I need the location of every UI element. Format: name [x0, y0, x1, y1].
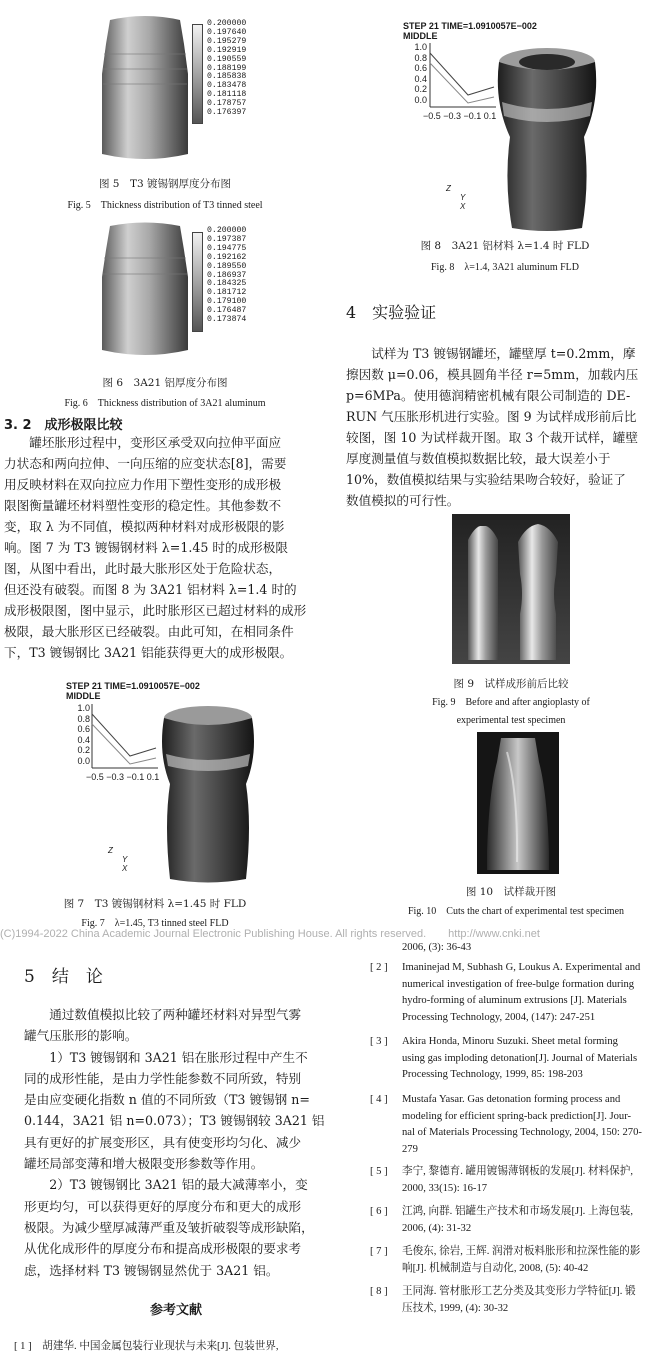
fig5-legend: 0.200000 0.197640 0.195279 0.192919 0.190559 0.188199 0.185838 0.183478 0.181118 0.178757 0.176397 [207, 19, 247, 118]
fig10-photo [477, 732, 559, 874]
fig8-caption-cn: 图 8 3A21 铝材料 λ=1.4 时 FLD [420, 240, 590, 252]
fig6-caption-cn: 图 6 3A21 铝厚度分布图 [102, 377, 228, 389]
fig8-fld-plot [428, 43, 498, 109]
fig9-photo [452, 514, 570, 664]
reference-1: [ 1 ] 胡建华. 中国金属包装行业现状与未来[J]. 包装世界, [14, 1341, 279, 1352]
fig9-caption-en: Fig. 9 Before and after angioplasty of experimental test specimen [432, 697, 590, 726]
fig8-axis-triad: Z Y X [446, 184, 466, 211]
section-4-title: 4 实验验证 [346, 303, 437, 322]
section-3-2-title: 3. 2 成形极限比较 [4, 418, 123, 433]
reference-3: [ 3 ] Akira Honda, Minoru Suzuki. Sheet metal forming using gas imploding detonation[J]. Journal of Materials Processing Technology, 1999, 85: 198-203 [370, 1036, 638, 1080]
fig7-caption-en: Fig. 7 λ=1.45, T3 tinned steel FLD [81, 918, 229, 929]
fig7-axis-triad: Z Y X [108, 846, 128, 873]
reference-6: [ 6 ] 江鸿, 向群. 铝罐生产技术和市场发展[J]. 上海包装, 2006, (4): 31-32 [370, 1206, 633, 1234]
reference-5: [ 5 ] 李宁, 黎德育. 罐用镀锡薄钢板的发展[J]. 材料保护, 2000, 33(15): 16-17 [370, 1166, 633, 1194]
fig5-contour-image [98, 14, 193, 164]
fig8-y-ticks: 1.0 0.8 0.6 0.4 0.2 0.0 [414, 42, 427, 105]
fig10-caption-cn: 图 10 试样裁开图 [465, 886, 557, 898]
fig7-y-ticks: 1.0 0.8 0.6 0.4 0.2 0.0 [77, 703, 90, 766]
fig7-can-image [148, 704, 278, 884]
fig6-caption-en: Fig. 6 Thickness distribution of 3A21 aluminum [64, 398, 266, 409]
fig9-caption-cn: 图 9 试样成形前后比较 [453, 678, 569, 690]
fig8-can-image [490, 42, 605, 232]
fig6-contour-image [98, 222, 193, 360]
section-4-body: 试样为 T3 镀锡钢罐坯，罐壁厚 t=0.2mm，摩 擦因数 μ=0.06，模具圆角半径 r=5mm，加载内压 p=6MPa。使用德润精密机械有限公司制造的 DE- RUN 气压胀形机进行实验。图 9 为试样成形前后比 较图，图 10 为试样裁开图。取 3 个裁开试样，罐壁 厚度测量值与数值模拟数据比较，最大误差小于 10%，数值模拟结果与实验结果吻合较好，验证了 数值模拟的可行性。 [346, 346, 639, 508]
references-heading: 参考文献 [150, 1303, 203, 1318]
section-5-title: 5 结 论 [24, 967, 103, 987]
section-5-body: 通过数值模拟比较了两种罐坯材料对异型气雾 罐气压胀形的影响。 1）T3 镀锡钢和 3A21 铝在胀形过程中产生不 同的成形性能，是由力学性能参数不同所致，特别 是由应变硬化指数 n 值的不同所致（T3 镀锡钢 n= 0.144，3A21 铝 n=0.073）；T3 镀锡钢较 3A21 铝 具有更好的扩展变形区，具有使变形均匀化、减少 罐坯局部变薄和增大极限变形参数等作用。 2）T3 镀锡钢比 3A21 铝的最大减薄率小，变 形更均匀，可以获得更好的厚度分布和更大的成形 极限。为减少壁厚减薄严重及皱折破裂等成形缺陷， 从优化成形件的厚度分布和提高成形极限的要求考 虑，选择材料 T3 镀锡钢显然优于 3A21 铝。 [24, 1007, 325, 1278]
fig5-legend-colorbar [192, 24, 203, 124]
copyright-footer: (C)1994-2022 China Academic Journal Electronic Publishing House. All rights reserved. http://www.cnki.net [0, 928, 540, 940]
fig8-x-ticks: −0.5 −0.3 −0.1 0.1 [423, 111, 497, 121]
fig6-legend: 0.200000 0.197387 0.194775 0.192162 0.189550 0.186937 0.184325 0.181712 0.179100 0.176487 0.173874 [207, 226, 247, 325]
fig7-x-ticks: −0.5 −0.3 −0.1 0.1 [86, 772, 160, 782]
fig5-caption-en: Fig. 5 Thickness distribution of T3 tinned steel [67, 200, 263, 211]
section-3-2-body: 罐坯胀形过程中，变形区承受双向拉伸平面应 力状态和两向拉伸、一向压缩的应变状态[8]，需要 用反映材料在双向拉应力作用下塑性变形的成形极 限图衡量罐坯材料塑性变形的稳定性。其他参数不 变，取 λ 为不同值，模拟两种材料对成形极限的影 响。图 7 为 T3 镀锡钢材料 λ=1.45 时的成形极限 图，从图中看出，此时最大胀形区处于危险状态， 但还没有破裂。而图 8 为 3A21 铝材料 λ=1.4 时的 成形极限图，图中显示，此时胀形区已超过材料的成形 极限，最大胀形区已经破裂。由此可知，在相同条件 下，T3 镀锡钢比 3A21 铝能获得更大的成形极限。 [4, 435, 307, 660]
fig7-caption-cn: 图 7 T3 镀锡钢材料 λ=1.45 时 FLD [63, 898, 247, 910]
reference-2: [ 2 ] Imaninejad M, Subhash G, Loukus A. Experimental and numerical investigation of free-bulge formation during hydro-forming of aluminum extrusions [J]. Materials Processing Technology, 2004, (147): 247-251 [370, 962, 641, 1023]
fig10-caption-en: Fig. 10 Cuts the chart of experimental test specimen [407, 906, 625, 917]
reference-7: [ 7 ] 毛俊东, 徐岩, 王辉. 润滑对板料胀形和拉深性能的影 响[J]. 机械制造与自动化, 2008, (5): 40-42 [370, 1246, 641, 1274]
reference-1-continued: 2006, (3): 36-43 [402, 942, 472, 953]
reference-4: [ 4 ] Mustafa Yasar. Gas detonation forming process and modeling for efficient spring-back prediction[J]. Jour- nal of Materials Processing Technology, 2004, 150: 270- 279 [370, 1094, 642, 1155]
fig6-legend-colorbar [192, 232, 203, 332]
fig7-header: STEP 21 TIME=1.0910057E−002 MIDDLE [66, 681, 200, 701]
reference-8: [ 8 ] 王同海. 管材胀形工艺分类及其变形力学特征[J]. 锻 压技术, 1999, (4): 30-32 [370, 1286, 636, 1314]
fig5-caption-cn: 图 5 T3 镀锡钢厚度分布图 [98, 178, 232, 190]
fig8-caption-en: Fig. 8 λ=1.4, 3A21 aluminum FLD [431, 262, 579, 273]
fig8-header: STEP 21 TIME=1.0910057E−002 MIDDLE [403, 21, 537, 41]
